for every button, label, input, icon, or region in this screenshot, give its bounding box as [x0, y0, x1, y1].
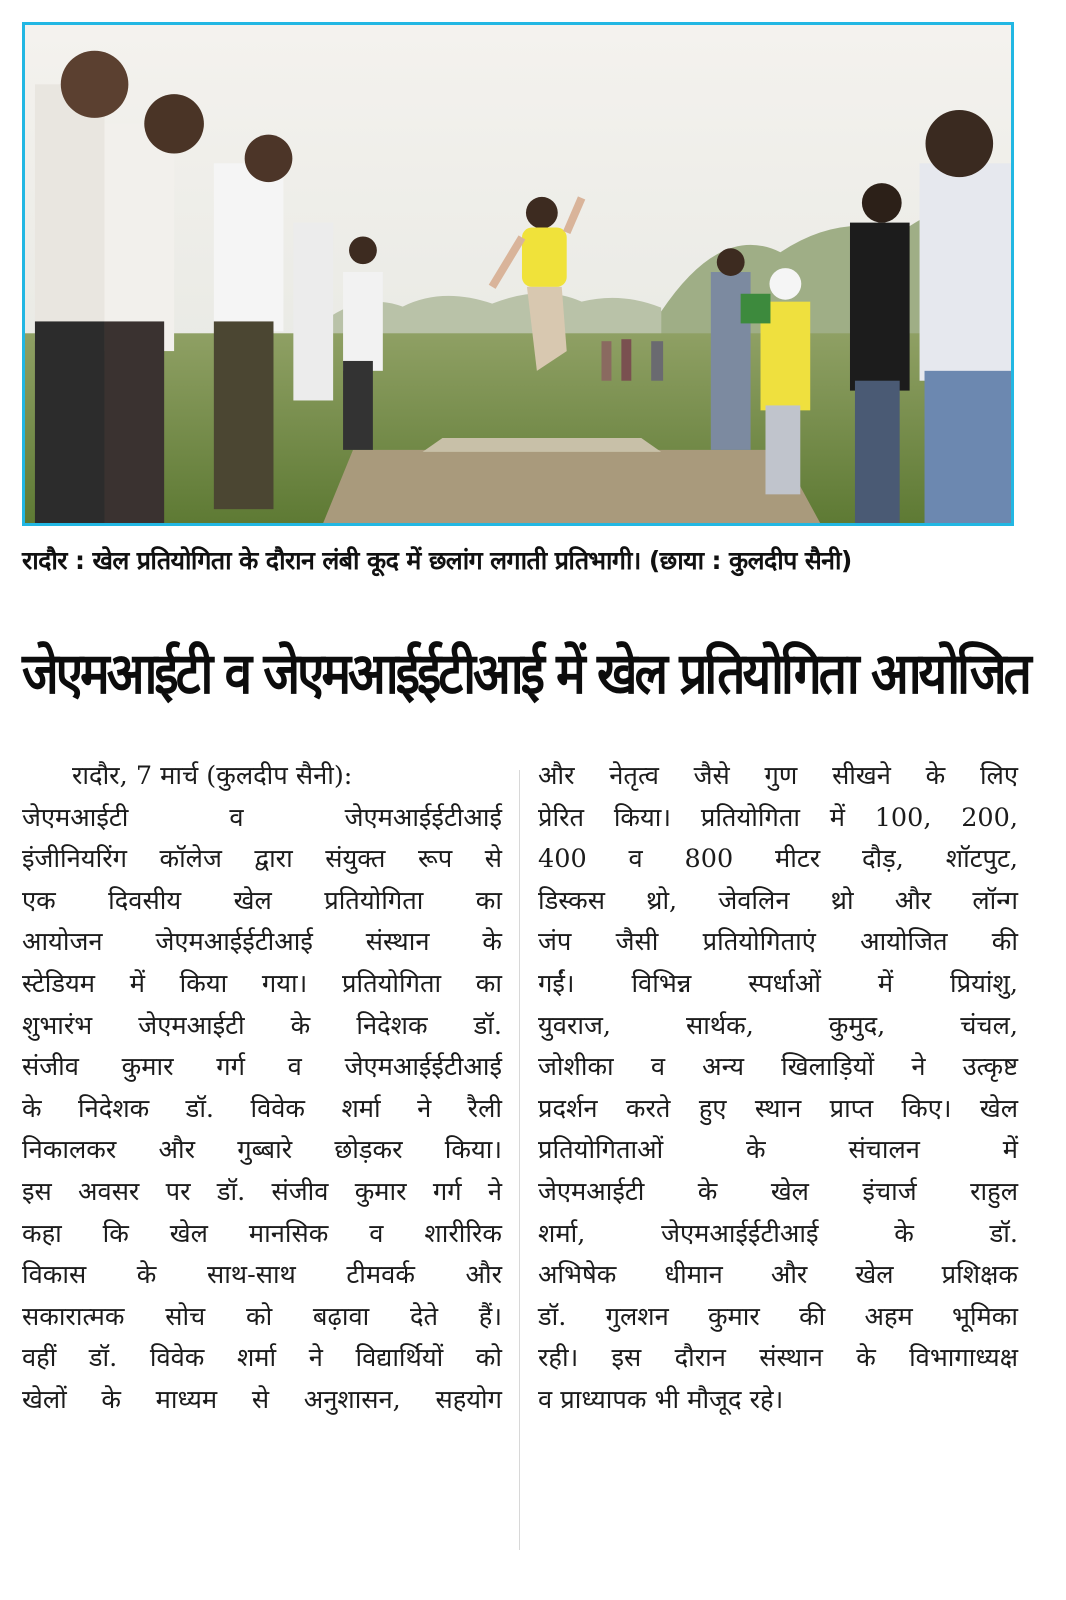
article-line: विकास के साथ-साथ टीमवर्क और: [22, 1260, 502, 1291]
article-line: जेएमआईटी व जेएमआईईटीआई: [22, 802, 502, 833]
article-line: अभिषेक धीमान और खेल प्रशिक्षक: [538, 1260, 1018, 1291]
article-line: सकारात्मक सोच को बढ़ावा देते हैं।: [22, 1301, 502, 1332]
article-line: शर्मा, जेएमआईईटीआई के डॉ.: [538, 1218, 1018, 1249]
article-line: और नेतृत्व जैसे गुण सीखने के लिए: [538, 761, 1018, 791]
article-column-left: [22, 756, 502, 1422]
article-line: जेएमआईटी के खेल इंचार्ज राहुल: [538, 1176, 1018, 1207]
article-line: प्रदर्शन करते हुए स्थान प्राप्त किए। खेल: [538, 1093, 1018, 1124]
column-divider: [519, 770, 520, 1550]
article-line: डिस्कस थ्रो, जेवलिन थ्रो और लॉन्ग: [538, 885, 1018, 916]
article-line: एक दिवसीय खेल प्रतियोगिता का: [22, 885, 502, 916]
news-photo: [22, 22, 1014, 526]
article-line: इस अवसर पर डॉ. संजीव कुमार गर्ग ने: [22, 1176, 502, 1207]
headline: जेएमआईटी व जेएमआईईटीआई में खेल प्रतियोगिता आयोजित: [22, 639, 1029, 707]
photo-caption: रादौर : खेल प्रतियोगिता के दौरान लंबी कूद में छलांग लगाती प्रतिभागी। (छाया : कुलदीप सैनी): [22, 546, 852, 575]
article-line: जोशीका व अन्य खिलाड़ियों ने उत्कृष्ट: [538, 1052, 1018, 1083]
article-line: रही। इस दौरान संस्थान के विभागाध्यक्ष: [538, 1343, 1018, 1374]
article-line: खेलों के माध्यम से अनुशासन, सहयोग: [22, 1384, 502, 1415]
long-jump-photo: [25, 25, 1011, 523]
article-line: शुभारंभ जेएमआईटी के निदेशक डॉ.: [22, 1010, 502, 1041]
article-line: जंप जैसी प्रतियोगिताएं आयोजित की: [538, 927, 1018, 958]
article-line: रादौर, 7 मार्च (कुलदीप सैनी):: [72, 761, 353, 791]
article-line: निकालकर और गुब्बारे छोड़कर किया।: [22, 1135, 502, 1166]
article-line: कहा कि खेल मानसिक व शारीरिक: [22, 1218, 502, 1249]
article-line: के निदेशक डॉ. विवेक शर्मा ने रैली: [22, 1093, 502, 1124]
article-line: 400 व 800 मीटर दौड़, शॉटपुट,: [538, 844, 1018, 875]
article-line: व प्राध्यापक भी मौजूद रहे।: [538, 1384, 784, 1415]
article-line: संजीव कुमार गर्ग व जेएमआईईटीआई: [22, 1052, 502, 1083]
article-line: इंजीनियरिंग कॉलेज द्वारा संयुक्त रूप से: [22, 844, 502, 875]
article-line: आयोजन जेएमआईईटीआई संस्थान के: [22, 927, 502, 958]
article-line: डॉ. गुलशन कुमार की अहम भूमिका: [538, 1301, 1018, 1332]
article-line: वहीं डॉ. विवेक शर्मा ने विद्यार्थियों को: [22, 1343, 502, 1374]
article-column-right: [538, 756, 1018, 1422]
article-line: युवराज, सार्थक, कुमुद, चंचल,: [538, 1010, 1018, 1041]
article-line: प्रेरित किया। प्रतियोगिता में 100, 200,: [538, 802, 1018, 833]
article-line: स्टेडियम में किया गया। प्रतियोगिता का: [22, 968, 502, 999]
article-line: गईं। विभिन्न स्पर्धाओं में प्रियांशु,: [538, 968, 1018, 999]
article-line: प्रतियोगिताओं के संचालन में: [538, 1135, 1018, 1166]
